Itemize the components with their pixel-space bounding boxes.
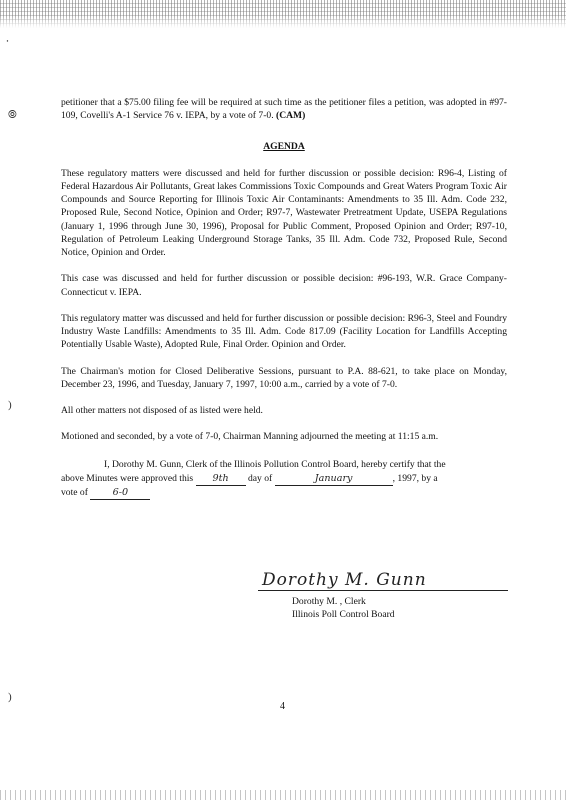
certification-line-2	[61, 472, 507, 486]
paragraph-other-matters: All other matters not disposed of as listed were held.	[61, 404, 263, 416]
page-number: 4	[280, 701, 285, 712]
cert-text: day of	[247, 472, 273, 484]
paragraph-regulatory-matter: This regulatory matter was discussed and held for further discussion or possible decision: R96-3, Steel and Foundry Industry Waste Landfills: Amendments to 35 Ill. Adm. Code 817.09 (Facility Location for Landfills Accepting Potentially Usable Waste), Adopted Rule, Final Order. Opinion and Order.	[61, 312, 507, 351]
handwritten-month: January	[275, 472, 393, 486]
paragraph-adjournment: Motioned and seconded, by a vote of 7-0, Chairman Manning adjourned the meeting at 11:15 a.m.	[61, 431, 439, 443]
scan-noise-bottom	[0, 790, 566, 800]
initials: (CAM)	[276, 110, 306, 122]
handwritten-vote: 6-0	[90, 486, 150, 500]
signer-organization: Illinois Poll Control Board	[292, 609, 395, 621]
certification-line-3	[61, 486, 507, 500]
hole-punch-mark: ⦾	[8, 109, 17, 121]
scan-mark: )	[8, 691, 12, 703]
signature-line	[258, 560, 508, 591]
scan-mark: )	[8, 399, 12, 411]
paragraph-regulatory-matters: These regulatory matters were discussed and held for further discussion or possible decision: R96-4, Listing of Federal Hazardous Air Pollutants, Great lakes Commissions Toxic Compounds and Great Waters Program Toxic Air Compounds and Source Reporting for Illinois Toxic Air Contaminants: Amendments to 35 Ill. Adm. Code 232, Proposed Rule, Second Notice, Opinion and Order; R97-7, Wastewater Pretreatment Update, USEPA Regulations (January 1, 1996 through June 30, 1996), Proposal for Public Comment, Proposed Opinion and Order; R97-10, Regulation of Petroleum Leaking Underground Storage Tanks, 35 Ill. Adm. Code 732, Proposed Rule, Second Notice, Opinion and Order.	[61, 167, 507, 259]
scan-noise-top	[0, 0, 566, 28]
cert-text: above Minutes were approved this	[61, 472, 194, 484]
intro-paragraph	[61, 96, 507, 122]
paragraph-closed-sessions: The Chairman's motion for Closed Deliberative Sessions, pursuant to P.A. 88-621, to take place on Monday, December 23, 1996, and Tuesday, January 7, 1997, 10:00 a.m., carried by a vote of 7-0.	[61, 365, 507, 390]
signer-name: Dorothy M. , Clerk	[292, 596, 366, 607]
cert-text: , 1997, by a	[392, 472, 438, 484]
scan-mark: ⸱	[6, 36, 9, 48]
intro-text: petitioner that a $75.00 filing fee will be required at such time as the petitioner files a petition, was adopted in #97-109, Covelli's A-1 Service 76 v. IEPA, by a vote of 7-0.	[61, 97, 507, 122]
paragraph-case-discussed: This case was discussed and held for further discussion or possible decision: #96-193, W.R. Grace Company-Connecticut v. IEPA.	[61, 273, 507, 298]
cert-text: vote of	[61, 486, 88, 498]
certification	[61, 458, 507, 500]
certification-line-1: I, Dorothy M. Gunn, Clerk of the Illinois Pollution Control Board, hereby certify that the	[104, 459, 446, 471]
handwritten-day: 9th	[196, 472, 246, 486]
document-body	[61, 96, 507, 500]
agenda-heading: AGENDA	[263, 141, 305, 153]
handwritten-signature: Dorothy M. Gunn	[262, 569, 427, 590]
signature-block	[258, 560, 508, 621]
